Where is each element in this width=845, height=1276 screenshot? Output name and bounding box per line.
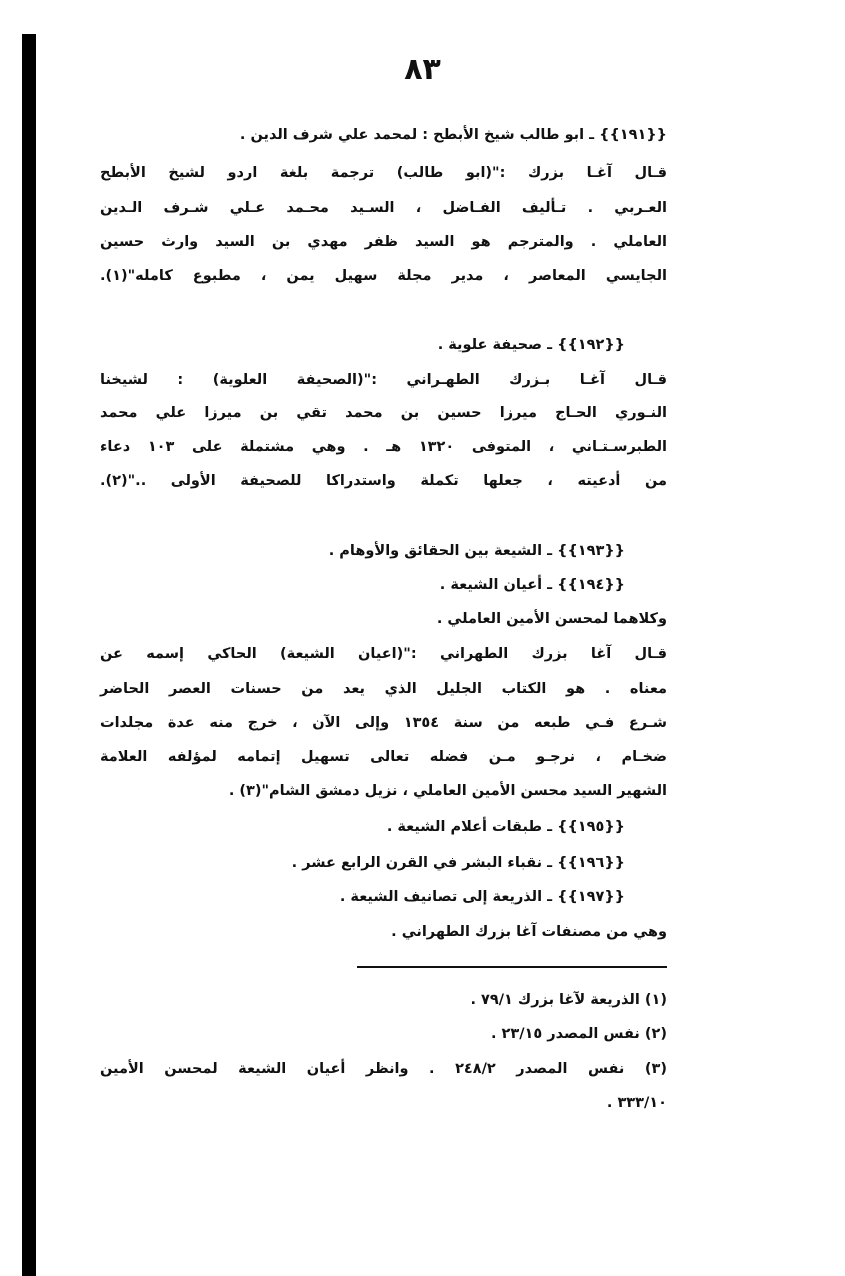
entry-192-body-line: قـال آغـا بـزرك الطهـراني :"(الصحيفة العلوية) : لشيخنا [100,372,667,388]
entry-191-body-line: الجايسي المعاصر ، مدير مجلة سهيل يمن ، مطبوع كامله"(١). [100,268,667,284]
footnote-3-continuation: ٣٣٣/١٠ . [606,1095,667,1111]
entry-194-note: وكلاهما لمحسن الأمين العاملي . [436,611,667,627]
entry-192-heading: {{١٩٢}} ـ صحيفة علوية . [437,337,625,353]
entry-191-body-line: العـربي . تـأليف الفـاضل ، السـيد محـمد عـلي شـرف الـدين [100,200,667,216]
entry-195-heading: {{١٩٥}} ـ طبقات أعلام الشيعة . [386,819,625,835]
entry-194-body-line: شـرع فـي طبعه من سنة ١٣٥٤ وإلى الآن ، خرج منه عدة مجلدات [100,715,667,731]
scan-binding-edge [22,34,36,1276]
entry-191-body-line: العاملي . والمترجم هو السيد ظفر مهدي بن السيد وارث حسين [100,234,667,250]
entry-193-heading: {{١٩٣}} ـ الشيعة بين الحقائق والأوهام . [328,543,625,559]
entry-194-body-line: قـال آغا بزرك الطهراني :"(اعيان الشيعة) الحاكي إسمه عن [100,646,667,662]
entry-194-body-line: معناه . هو الكتاب الجليل الذي يعد من حسنات العصر الحاضر [100,681,667,697]
entry-194-heading: {{١٩٤}} ـ أعيان الشيعة . [439,577,625,593]
entry-192-body-line: من أدعيته ، جعلها تكملة واستدراكا للصحيفة الأولى .."(٢). [100,473,667,489]
footnote-separator [357,966,667,968]
footnote-1: (١) الذريعة لآغا بزرك ٧٩/١ . [470,992,667,1008]
entry-191-body-line: قـال آغـا بزرك :"(ابو طالب) ترجمة بلغة اردو لشيخ الأبطح [100,165,667,181]
entries-195-197-note: وهي من مصنفات آغا بزرك الطهراني . [391,924,667,940]
entry-196-heading: {{١٩٦}} ـ نقباء البشر في القرن الرابع عشر . [291,855,625,871]
footnote-3: (٣) نفس المصدر ٢٤٨/٢ . وانظر أعيان الشيعة لمحسن الأمين [100,1061,667,1077]
entry-191-heading: {{١٩١}} ـ ابو طالب شيخ الأبطح : لمحمد علي شرف الدين . [239,127,667,143]
entry-197-heading: {{١٩٧}} ـ الذريعة إلى تصانيف الشيعة . [339,889,625,905]
page-number: ٨٣ [404,52,441,87]
entry-192-body-line: الطبرسـتـاني ، المتوفى ١٣٢٠ هـ . وهي مشتملة على ١٠٣ دعاء [100,439,667,455]
footnote-2: (٢) نفس المصدر ٢٣/١٥ . [490,1026,667,1042]
entry-194-body-line: الشهير السيد محسن الأمين العاملي ، نزيل دمشق الشام"(٣) . [228,783,667,799]
entry-194-body-line: ضخـام ، نرجـو مـن فضله تعالى تسهيل إتمامه لمؤلفه العلامة [100,749,667,765]
entry-192-body-line: النـوري الحـاج ميرزا حسين بن محمد تقي بن ميرزا علي محمد [100,405,667,421]
